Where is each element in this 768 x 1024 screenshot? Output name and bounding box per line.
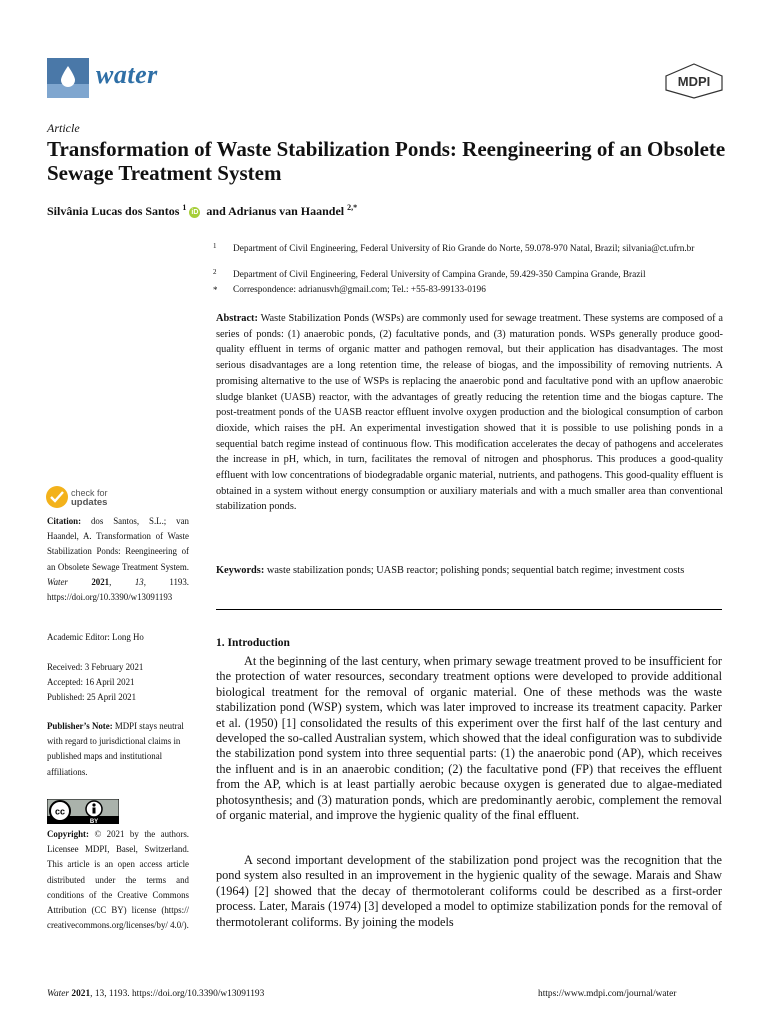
copyright-notice: [47, 827, 189, 933]
paragraph-text: A second important development of the stabilization pond project was the recognition that the pond system also resulted in an improvement in the hygienic quality of the sewage. Marais and Shaw (1964) [: [216, 853, 722, 898]
footer-citation: Water 2021, 13, 1193. https://doi.org/10.3390/w13091193: [47, 989, 265, 999]
article-type: Article: [47, 121, 80, 135]
cc-label: cc: [54, 806, 66, 817]
affiliation-text: Department of Civil Engineering, Federal University of Rio Grande do Norte, 59.078-970 Natal, Brazil; silvania@ct.ufrn.br: [233, 244, 695, 254]
publisher-note-text: MDPI stays neutral with regard to jurisdictional claims in published maps and institutional affiliations.: [47, 721, 184, 777]
journal-logo-icon: [47, 58, 89, 98]
body-paragraph: [216, 853, 722, 930]
author-conjunction: and: [206, 204, 226, 218]
citation-link[interactable]: 3: [368, 899, 375, 914]
updates-label: updates: [71, 497, 108, 508]
affiliation-number: 2: [213, 268, 217, 276]
dates-block: [47, 660, 189, 706]
author-affiliation-mark: 1: [182, 203, 187, 212]
section-divider: [216, 609, 722, 610]
citation-doi[interactable]: 1193. https://doi.org/10.3390/w13091193: [47, 576, 190, 603]
section-heading: 1. Introduction: [216, 637, 290, 649]
copyright-text: © 2021 by the authors. Licensee MDPI, Basel, Switzerland. This article is an open access article distributed under the terms and conditions of the Creative Commons Attribution (CC BY) license (https:// creativecommons.org/licenses/by/ 4.0/).: [47, 829, 190, 931]
paragraph-text: ] showed that the decay of thermotolerant coliforms could be described as a first-order process. Later, Marais (1974) [: [216, 883, 722, 914]
citation-text: dos Santos, S.L.; van Haandel, A. Transformation of Waste Stabilization Ponds: Reengineering of an Obsolete Sewage Treatment System.: [47, 516, 189, 572]
affiliation-number: 1: [213, 242, 217, 250]
paragraph-text: At the beginning of the last century, when primary sewage treatment proved to be insufficient for the protection of water resources, secondary treatment options were developed to provide additional biological treatment for the removal of organic material. One of these methods was the waste stabilization pond (WSP) system, which was later improved to increase its treatment capacity. Parker et al. (1950) [: [216, 654, 722, 730]
footer-journal: Water: [47, 989, 70, 999]
publisher-note-label: Publisher’s Note:: [47, 721, 113, 731]
correspondence-text: Correspondence: adrianusvh@gmail.com; Tel.: +55-83-99133-0196: [233, 285, 486, 295]
keywords: [216, 563, 723, 579]
footer-journal-url[interactable]: https://www.mdpi.com/journal/water: [538, 989, 677, 999]
received-date: Received: 3 February 2021: [47, 662, 144, 672]
body-paragraph: [216, 654, 722, 823]
footer-doi[interactable]: 13, 1193. https://doi.org/10.3390/w13091193: [94, 989, 265, 999]
checkmark-icon: [46, 486, 68, 508]
author-name[interactable]: Adrianus van Haandel: [228, 204, 345, 218]
citation-block: Citation: dos Santos, S.L.; van Haandel, A. Transformation of Waste Stabilization Ponds: Reengineering of an Obsolete Sewage Treatment System. Water 2021, 13, 1193. https://doi.org/10.3390/w13091193: [47, 516, 190, 603]
citation-journal: Water: [47, 576, 68, 587]
journal-name: water: [96, 60, 158, 89]
citation-volume: 13: [134, 576, 144, 587]
cc-by-license-icon[interactable]: [47, 799, 119, 824]
footer-year: 2021: [71, 989, 91, 999]
check-for-label: check for: [71, 488, 108, 498]
publisher-name: MDPI: [677, 74, 711, 89]
author-affiliation-mark: 2,*: [347, 203, 358, 212]
paper-title: Transformation of Waste Stabilization Ponds: Reengineering of an Obsolete Sewage Treatment System: [47, 137, 726, 185]
check-for-updates-badge[interactable]: [46, 486, 136, 514]
affiliation-text: Department of Civil Engineering, Federal University of Campina Grande, 59.429-350 Campina Grande, Brazil: [233, 270, 646, 280]
correspondence-mark: *: [213, 285, 218, 295]
by-label: BY: [89, 819, 99, 824]
academic-editor: Academic Editor: Long Ho: [47, 632, 144, 642]
author-name[interactable]: Silvânia Lucas dos Santos: [47, 204, 180, 218]
orcid-icon[interactable]: iD: [191, 208, 199, 216]
citation-label: Citation:: [47, 516, 82, 526]
paragraph-text: ] consolidated the results of this experiment over the first half of the last century and developed the so-called Australian system, which showed that the ideal configuration was to subdivide the stabilization pond system into three sequential parts: (1) the anaerobic pond (AP), which receives the influent and is in an anaerobic condition; (2) the facultative pond (FP) that receives the effluent from the AP, which is at least partially aerobic because oxygen is generated due to algae-mediated photosynthesis; and (3) maturation ponds, which are predominantly aerobic, complement the removal of organic material, and improve the hygienic quality of the final effluent.: [216, 715, 722, 823]
citation-link[interactable]: 2: [258, 883, 265, 898]
author-list: [47, 203, 357, 219]
keywords-text: waste stabilization ponds; UASB reactor; polishing ponds; sequential batch regime; investment costs: [266, 565, 685, 576]
paragraph-text: ] developed a model to optimize stabilization ponds for the removal of thermotolerant coliforms. By joining the models: [216, 899, 723, 929]
copyright-label: Copyright:: [47, 829, 89, 839]
publisher-note: [47, 719, 189, 780]
citation-link[interactable]: 1: [285, 715, 292, 730]
keywords-label: Keywords:: [216, 565, 265, 576]
abstract-text: Waste Stabilization Ponds (WSPs) are commonly used for sewage treatment. These systems are composed of a series of ponds: (1) anaerobic ponds, (2) facultative ponds, and (3) maturation ponds. WSPs generally produce good-quality effluent in terms of organic matter and pathogen removal, but their application has disadvantages. The most serious disadvantages are a long retention time, the release of biogas, and the impossibility of removing nutrients. A promising alternative to the use of WSPs is replacing the anaerobic pond and facultative pond with an upflow anaerobic sludge blanket (UASB) reactor, with the advantages of greatly reducing the retention time and the biogas capture. The post-treatment ponds of the UASB reactor effluent involve oxygen production and the biological consumption of carbon dioxide, which raises the pH. An experimental investigation showed that it is possible to use polishing ponds in a sequential batch regime instead of continuous flow. This modification accelerates the decay of pathogens and accelerates the increase in pH, which, in turn, facilitates the removal of nitrogen and phosphorus. This produces a good-quality effluent with low concentrations of biodegradable organic material, nutrients, and pathogens. This good-quality effluent is obtained in a system without energy consumption or auxiliary materials and with a much smaller area than conventional stabilization ponds.: [216, 313, 723, 513]
citation-year: 2021: [91, 576, 110, 587]
accepted-date: Accepted: 16 April 2021: [47, 677, 135, 688]
published-date: Published: 25 April 2021: [47, 692, 137, 703]
abstract-label: Abstract:: [216, 313, 258, 324]
mdpi-logo-icon: [664, 63, 724, 99]
abstract: [216, 311, 723, 515]
